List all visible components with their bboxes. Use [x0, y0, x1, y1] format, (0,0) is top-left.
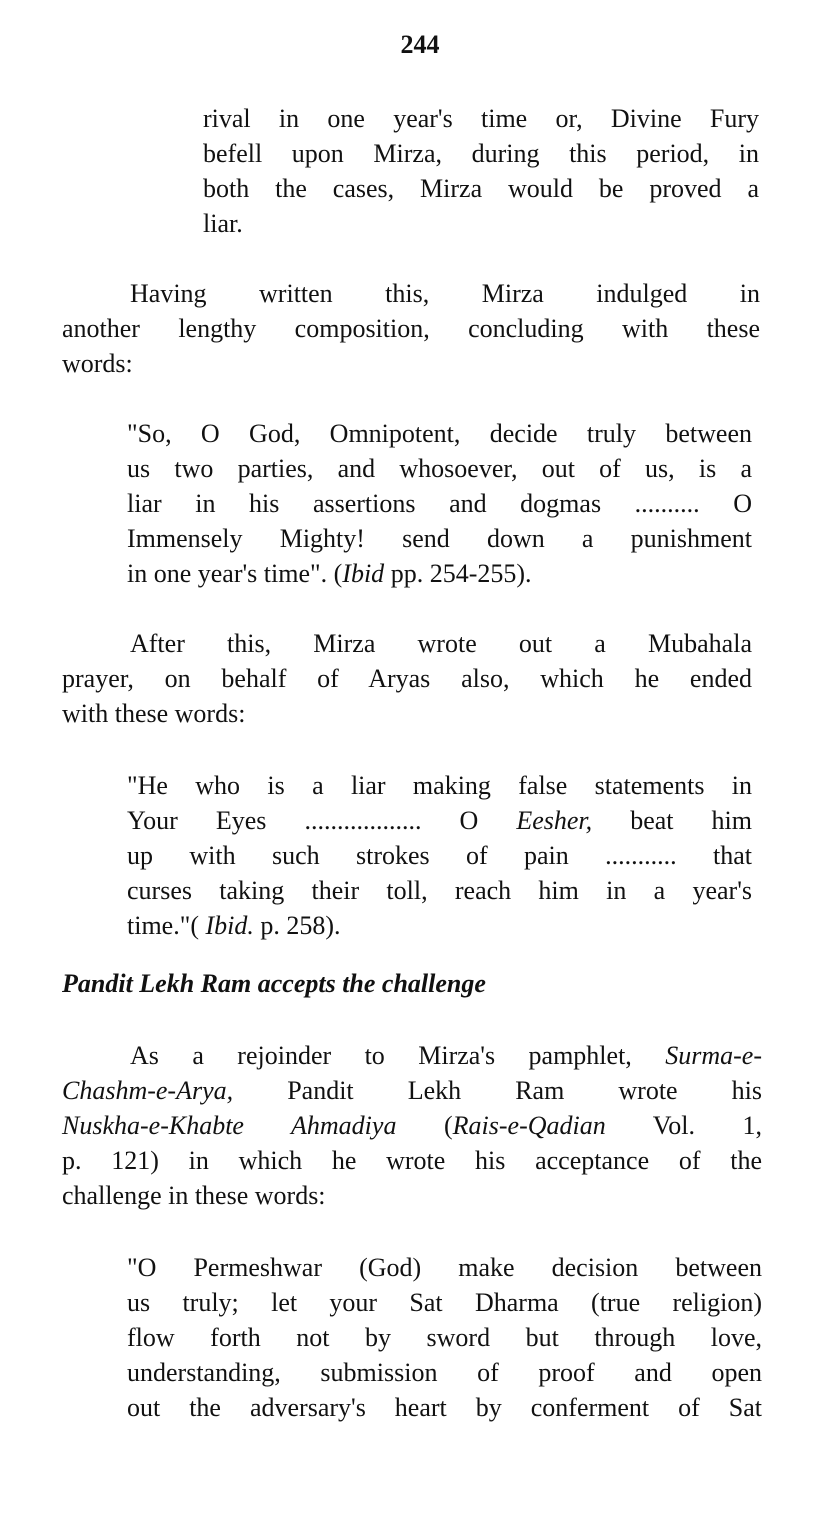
text-line — [127, 803, 752, 838]
text-line — [62, 346, 760, 381]
text: Vol. 1, — [605, 1111, 762, 1140]
text-line — [203, 136, 759, 171]
text-line — [62, 311, 760, 346]
text-line — [127, 1390, 762, 1425]
text-line — [127, 1355, 762, 1390]
text: in one year's time". ( — [127, 559, 343, 588]
italic-text: Eesher, — [516, 806, 593, 835]
text-line — [62, 661, 752, 696]
text-line — [127, 768, 752, 803]
text-line — [127, 1320, 762, 1355]
text-line — [127, 1250, 762, 1285]
text-line — [127, 521, 752, 556]
text: us truly; let your Sat Dharma (true religion) — [127, 1288, 762, 1317]
text-line — [62, 966, 662, 1001]
text: pp. 254-255). — [384, 559, 532, 588]
block-quote — [127, 1250, 762, 1425]
text: words: — [62, 349, 133, 378]
text: Pandit Lekh Ram wrote his — [233, 1076, 762, 1105]
paragraph — [62, 276, 760, 381]
paragraph — [62, 626, 752, 731]
text: "So, O God, Omnipotent, decide truly between — [127, 419, 752, 448]
text-line — [62, 626, 752, 661]
text-line — [127, 873, 752, 908]
text: "O Permeshwar (God) make decision between — [127, 1253, 762, 1282]
text: befell upon Mirza, during this period, in — [203, 139, 759, 168]
text-line — [127, 838, 752, 873]
text-line — [127, 1285, 762, 1320]
text-line — [62, 1143, 762, 1178]
paragraph — [62, 1038, 762, 1213]
block-quote — [203, 101, 759, 241]
text-line — [203, 171, 759, 206]
text-line — [62, 276, 760, 311]
text: curses taking their toll, reach him in a year's — [127, 876, 752, 905]
italic-text: Ibid — [342, 559, 385, 588]
text: ( — [396, 1111, 453, 1140]
text-line — [62, 1178, 762, 1213]
text-line — [62, 1108, 762, 1143]
text: Having written this, Mirza indulged in — [130, 279, 760, 308]
italic-text: Chashm-e-Arya, — [62, 1076, 234, 1105]
page-number: 244 — [400, 30, 440, 59]
text: liar in his assertions and dogmas .......... O — [127, 489, 752, 518]
text: understanding, submission of proof and open — [127, 1358, 762, 1387]
text: both the cases, Mirza would be proved a — [203, 174, 759, 203]
text: p. 121) in which he wrote his acceptance of the — [62, 1146, 762, 1175]
text: Your Eyes .................. O — [127, 806, 517, 835]
text: rival in one year's time or, Divine Fury — [203, 104, 759, 133]
text-line — [62, 1073, 762, 1108]
text: time."( — [127, 911, 206, 940]
text: liar. — [203, 209, 243, 238]
text: flow forth not by sword but through love, — [127, 1323, 762, 1352]
italic-text: Nuskha-e-Khabte Ahmadiya — [62, 1111, 397, 1140]
text-line — [62, 696, 752, 731]
text: p. 258). — [253, 911, 341, 940]
italic-text: Pandit Lekh Ram accepts the challenge — [62, 969, 486, 998]
text: with these words: — [62, 699, 246, 728]
text: us two parties, and whosoever, out of us, is a — [127, 454, 752, 483]
text: "He who is a liar making false statements in — [127, 771, 752, 800]
italic-text: Ibid. — [205, 911, 254, 940]
text-line — [127, 908, 752, 943]
block-quote — [127, 768, 752, 943]
italic-text: Surma-e- — [665, 1041, 762, 1070]
text-line — [127, 416, 752, 451]
text: Immensely Mighty! send down a punishment — [127, 524, 752, 553]
text: As a rejoinder to Mirza's pamphlet, — [130, 1041, 666, 1070]
text-line — [62, 1038, 762, 1073]
text-line — [127, 451, 752, 486]
text-line — [203, 206, 759, 241]
text: prayer, on behalf of Aryas also, which he ended — [62, 664, 752, 693]
text: challenge in these words: — [62, 1181, 326, 1210]
text: out the adversary's heart by conferment of Sat — [127, 1393, 762, 1422]
text: up with such strokes of pain ........... that — [127, 841, 752, 870]
text-line — [203, 101, 759, 136]
text-line — [127, 556, 752, 591]
text: beat him — [592, 806, 752, 835]
italic-text: Rais-e-Qadian — [452, 1111, 606, 1140]
text-line — [127, 486, 752, 521]
text: After this, Mirza wrote out a Mubahala — [130, 629, 752, 658]
block-quote — [127, 416, 752, 591]
section-heading — [62, 966, 662, 1001]
text: another lengthy composition, concluding with these — [62, 314, 760, 343]
